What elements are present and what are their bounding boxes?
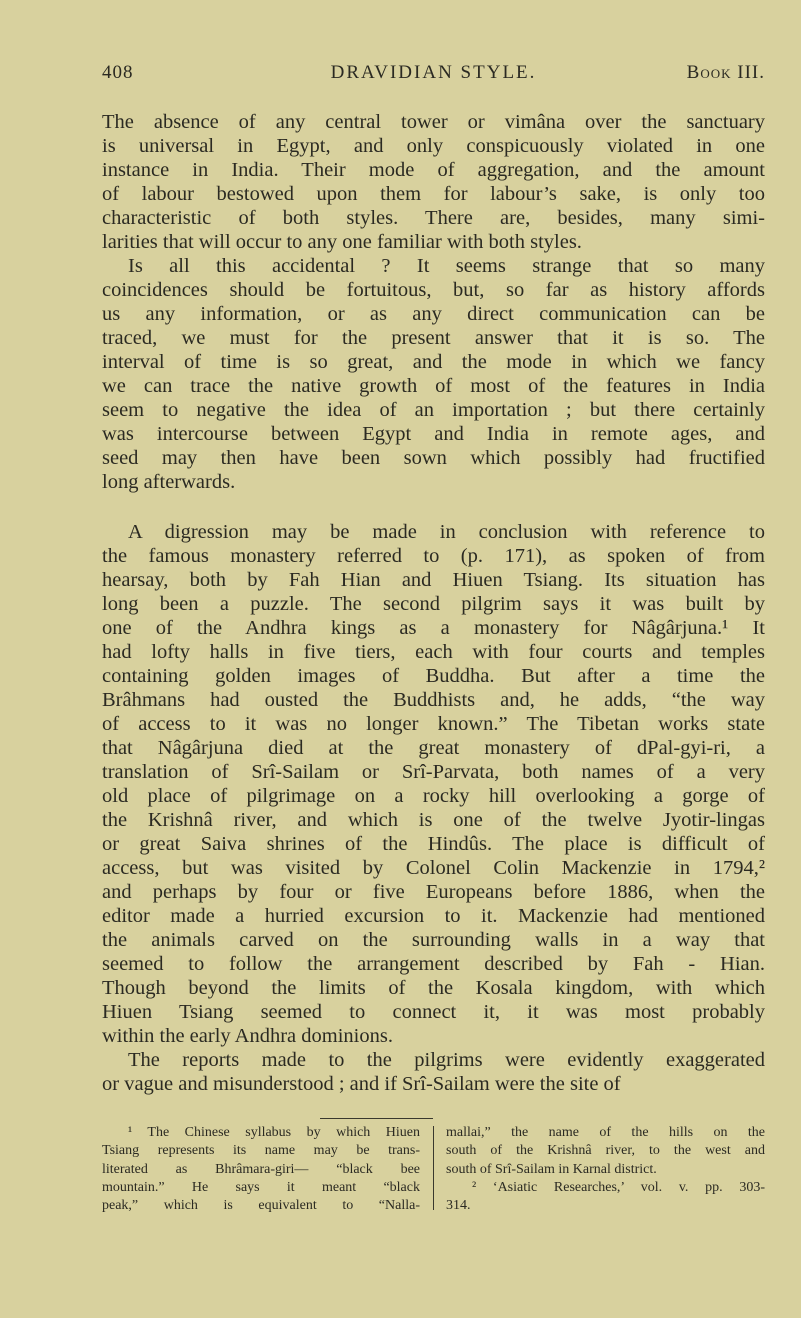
text-line: the Krishnâ river, and which is one of the twelve Jyotir-lingas xyxy=(102,809,765,831)
text-line: old place of pilgrimage on a rocky hill overlooking a gorge of xyxy=(102,785,765,807)
footnote-rule xyxy=(320,1118,433,1119)
book-label: Book III. xyxy=(686,62,765,83)
text-line: long afterwards. xyxy=(102,471,236,493)
text-line: hearsay, both by Fah Hian and Hiuen Tsiang. Its situation has xyxy=(102,569,765,591)
text-line: mountain.” He says it meant “black xyxy=(102,1179,420,1195)
text-line: within the early Andhra dominions. xyxy=(102,1025,393,1047)
text-line: was intercourse between Egypt and India in remote ages, and xyxy=(102,423,765,445)
footnote-column-divider xyxy=(433,1126,434,1210)
text-line: or vague and misunderstood ; and if Srî-Sailam were the site of xyxy=(102,1073,621,1095)
page-number: 408 xyxy=(102,62,134,83)
text-line: literated as Bhrâmara-giri— “black bee xyxy=(102,1161,420,1177)
text-line: traced, we must for the present answer that it is so. The xyxy=(102,327,765,349)
text-line: or great Saiva shrines of the Hindûs. The place is difficult of xyxy=(102,833,765,855)
paragraph-2 xyxy=(102,520,765,1096)
running-title: DRAVIDIAN STYLE. xyxy=(330,62,537,83)
text-line: south of the Krishnâ river, to the west and xyxy=(446,1143,765,1159)
text-line: peak,” which is equivalent to “Nalla- xyxy=(102,1198,420,1214)
text-line: Brâhmans had ousted the Buddhists and, he adds, “the way xyxy=(102,689,765,711)
text-line: Though beyond the limits of the Kosala kingdom, with which xyxy=(102,977,765,999)
text-line: seem to negative the idea of an importation ; but there certainly xyxy=(102,399,765,421)
text-line: containing golden images of Buddha. But after a time the xyxy=(102,665,765,687)
text-line: translation of Srî-Sailam or Srî-Parvata, both names of a very xyxy=(102,761,765,783)
text-line: had lofty halls in five tiers, each with four courts and temples xyxy=(102,641,765,663)
text-line: editor made a hurried excursion to it. Mackenzie had mentioned xyxy=(102,905,765,927)
text-line: instance in India. Their mode of aggregation, and the amount xyxy=(102,159,765,181)
footnotes-left-column xyxy=(102,1124,420,1215)
footnotes-right-column xyxy=(446,1124,765,1215)
text-line: of labour bestowed upon them for labour’s sake, is only too xyxy=(102,183,765,205)
text-line: the famous monastery referred to (p. 171), as spoken of from xyxy=(102,545,765,567)
text-line: A digression may be made in conclusion with reference to xyxy=(128,521,765,543)
text-line: access, but was visited by Colonel Colin Mackenzie in 1794,² xyxy=(102,857,765,879)
text-line: coincidences should be fortuitous, but, so far as history affords xyxy=(102,279,765,301)
text-line: one of the Andhra kings as a monastery for Nâgârjuna.¹ It xyxy=(102,617,765,639)
text-line: 314. xyxy=(446,1198,471,1214)
text-line: is universal in Egypt, and only conspicuously violated in one xyxy=(102,135,765,157)
text-line: seemed to follow the arrangement described by Fah - Hian. xyxy=(102,953,765,975)
text-line: we can trace the native growth of most of the features in India xyxy=(102,375,765,397)
text-line: Hiuen Tsiang seemed to connect it, it was most probably xyxy=(102,1001,765,1023)
text-line: The absence of any central tower or vimâna over the sanctuary xyxy=(102,111,765,133)
text-line: of access to it was no longer known.” The Tibetan works state xyxy=(102,713,765,735)
text-line: Is all this accidental ? It seems strange that so many xyxy=(128,255,765,277)
text-line: interval of time is so great, and the mode in which we fancy xyxy=(102,351,765,373)
text-line: ² ‘Asiatic Researches,’ vol. v. pp. 303- xyxy=(472,1179,765,1195)
text-line: Tsiang represents its name may be trans- xyxy=(102,1143,420,1159)
paragraph-1 xyxy=(102,110,765,494)
text-line: seed may then have been sown which possibly had fructified xyxy=(102,447,765,469)
text-line: south of Srî-Sailam in Karnal district. xyxy=(446,1161,657,1177)
text-line: and perhaps by four or five Europeans before 1886, when the xyxy=(102,881,765,903)
text-line: The reports made to the pilgrims were evidently exaggerated xyxy=(128,1049,765,1071)
text-line: that Nâgârjuna died at the great monastery of dPal-gyi-ri, a xyxy=(102,737,765,759)
text-line: ¹ The Chinese syllabus by which Hiuen xyxy=(128,1125,420,1140)
text-line: the animals carved on the surrounding walls in a way that xyxy=(102,929,765,951)
text-line: us any information, or as any direct communication can be xyxy=(102,303,765,325)
text-line: characteristic of both styles. There are, besides, many simi- xyxy=(102,207,765,229)
text-line: mallai,” the name of the hills on the xyxy=(446,1125,765,1140)
text-line: larities that will occur to any one familiar with both styles. xyxy=(102,231,582,253)
text-line: long been a puzzle. The second pilgrim says it was built by xyxy=(102,593,765,615)
running-header xyxy=(102,62,765,88)
